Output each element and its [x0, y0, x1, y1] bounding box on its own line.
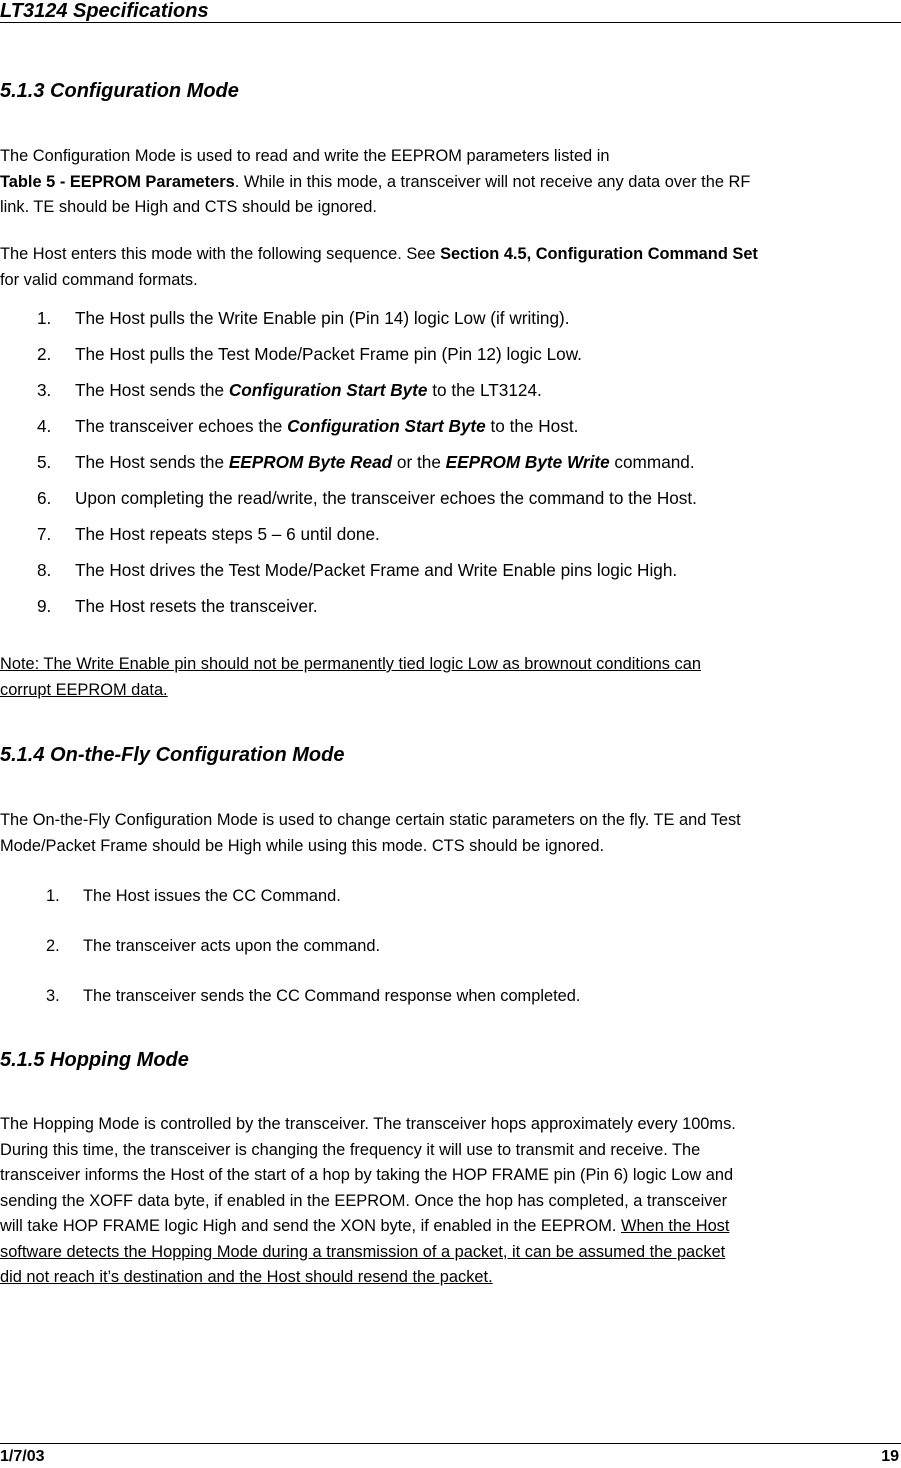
list-item — [46, 934, 580, 984]
paragraph-line — [0, 1240, 901, 1266]
paragraph-line: During this time, the transceiver is changing the frequency it will use to transmit and receive. The — [0, 1140, 701, 1159]
on-the-fly-steps-list — [46, 884, 580, 1034]
list-number: 5. — [37, 452, 52, 472]
list-text: The transceiver echoes the — [75, 416, 288, 436]
list-text: Upon completing the read/write, the transceiver echoes the command to the Host. — [75, 488, 697, 508]
underlined-text: software detects the Hopping Mode during a transmission of a packet, it can be assumed the packet — [0, 1242, 726, 1261]
paragraph-line: for valid command formats. — [0, 270, 198, 289]
host-sequence-paragraph — [0, 242, 901, 293]
list-number: 7. — [37, 524, 52, 544]
paragraph-line — [0, 170, 901, 196]
list-item — [37, 588, 697, 624]
list-text: The transceiver sends the CC Command response when completed. — [83, 987, 581, 1005]
emphasis-term: Configuration Start Byte — [287, 416, 486, 436]
list-number: 2. — [37, 344, 52, 364]
section-heading-5-1-5: 5.1.5 Hopping Mode — [0, 1049, 189, 1071]
paragraph-line: The On-the-Fly Configuration Mode is used to change certain static parameters on the fly. TE and Test — [0, 811, 741, 829]
paragraph-line: The Configuration Mode is used to read and write the EEPROM parameters listed in — [0, 147, 610, 165]
list-item — [37, 480, 697, 516]
list-text: The Host resets the transceiver. — [75, 596, 318, 616]
emphasis-term: EEPROM Byte Read — [228, 452, 393, 472]
emphasis-term: Configuration Start Byte — [228, 380, 428, 400]
paragraph-text: will take HOP FRAME logic High and send the XON byte, if enabled in the EEPROM. — [0, 1217, 622, 1235]
list-text: The Host sends the — [75, 380, 229, 400]
list-text: The Host sends the — [75, 452, 229, 472]
list-number: 3. — [37, 380, 52, 400]
list-item — [37, 372, 697, 408]
hopping-mode-paragraph — [0, 1112, 901, 1291]
list-number: 1. — [37, 308, 52, 328]
list-item — [37, 516, 697, 552]
table-reference-link[interactable]: Table 5 - EEPROM Parameters — [0, 172, 235, 191]
paragraph-line: transceiver informs the Host of the start of a hop by taking the HOP FRAME pin (Pin 6) logic Low and — [0, 1166, 734, 1184]
paragraph-line: The Hopping Mode is controlled by the transceiver. The transceiver hops approximately every 100ms. — [0, 1115, 736, 1133]
list-text: to the LT3124. — [427, 380, 542, 400]
section-heading-5-1-4: 5.1.4 On-the-Fly Configuration Mode — [0, 744, 345, 766]
list-item — [37, 552, 697, 588]
list-text: command. — [609, 452, 695, 472]
list-text: or the — [392, 452, 446, 472]
list-number: 8. — [37, 560, 52, 580]
paragraph-text: . While in this mode, a transceiver will not receive any data over the RF — [234, 172, 751, 191]
note-line: corrupt EEPROM data. — [0, 680, 168, 699]
paragraph-line: sending the XOFF data byte, if enabled in the EEPROM. Once the hop has completed, a transceiver — [0, 1191, 728, 1210]
config-mode-paragraph — [0, 144, 901, 221]
list-text: The Host drives the Test Mode/Packet Frame and Write Enable pins logic High. — [75, 560, 678, 580]
note-line: Note: The Write Enable pin should not be permanently tied logic Low as brownout conditions can — [0, 655, 701, 673]
list-text: The transceiver acts upon the command. — [83, 937, 381, 955]
list-text: to the Host. — [485, 416, 579, 436]
footer-divider — [0, 1443, 901, 1444]
list-number: 9. — [37, 596, 52, 616]
header-title: LT3124 Specifications — [0, 0, 209, 22]
list-number: 3. — [46, 987, 60, 1005]
on-the-fly-paragraph — [0, 808, 901, 859]
paragraph-line — [0, 1265, 901, 1291]
underlined-text: did not reach it’s destination and the Host should resend the packet. — [0, 1268, 493, 1286]
list-number: 1. — [46, 887, 60, 905]
list-number: 4. — [37, 416, 52, 436]
config-steps-list — [37, 300, 697, 624]
paragraph-line — [0, 1214, 901, 1240]
underlined-text: When the Host — [621, 1217, 730, 1235]
section-heading-5-1-3: 5.1.3 Configuration Mode — [0, 80, 239, 102]
section-reference-link[interactable]: Section 4.5, Configuration Command Set — [440, 245, 758, 263]
paragraph-line: Mode/Packet Frame should be High while using this mode. CTS should be ignored. — [0, 836, 605, 855]
list-item — [37, 336, 697, 372]
list-text: The Host pulls the Test Mode/Packet Frame pin (Pin 12) logic Low. — [75, 344, 582, 364]
list-number: 6. — [37, 488, 52, 508]
list-text: The Host issues the CC Command. — [83, 887, 341, 905]
list-item — [46, 884, 580, 934]
list-number: 2. — [46, 937, 60, 955]
emphasis-term: EEPROM Byte Write — [445, 452, 610, 472]
list-item — [37, 408, 697, 444]
list-item — [37, 300, 697, 336]
note-paragraph — [0, 652, 901, 703]
page-number: 19 — [881, 1448, 899, 1465]
paragraph-line: link. TE should be High and CTS should be ignored. — [0, 198, 377, 216]
list-text: The Host repeats steps 5 – 6 until done. — [75, 524, 380, 544]
list-text: The Host pulls the Write Enable pin (Pin 14) logic Low (if writing). — [75, 308, 570, 328]
paragraph-line — [0, 242, 901, 268]
paragraph-text: The Host enters this mode with the following sequence. See — [0, 245, 441, 263]
header-divider — [0, 22, 901, 23]
footer-date: 1/7/03 — [0, 1448, 45, 1465]
list-item — [46, 984, 580, 1034]
list-item — [37, 444, 697, 480]
